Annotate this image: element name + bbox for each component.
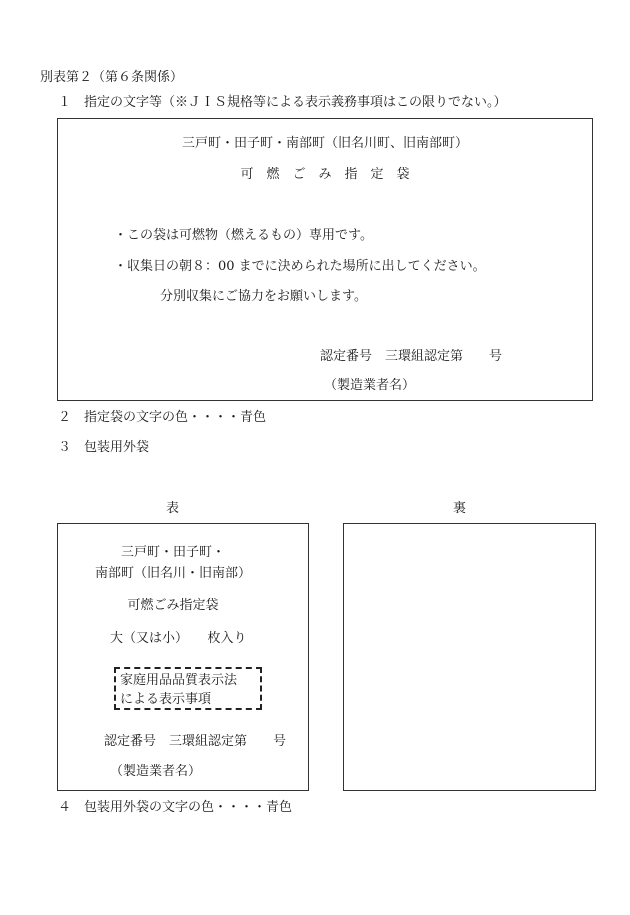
back-label: 裏 [453, 501, 467, 516]
item-4-outer-text-color: ４ 包装用外袋の文字の色・・・・青色 [58, 800, 293, 815]
main-towns-line: 三戸町・田子町・南部町（旧名川町、旧南部町） [181, 136, 468, 151]
main-notice-line-1: ・この袋は可燃物（燃えるもの）専用です。 [114, 228, 373, 243]
main-bag-name: 可 燃 ご み 指 定 袋 [240, 167, 410, 182]
main-notice-line-3: 分別収集にご協力をお願いします。 [160, 289, 367, 304]
front-size-count: 大（又は小） 枚入り [110, 631, 247, 646]
front-cert-number: 認定番号 三環組認定第 号 [104, 734, 287, 749]
front-towns-line-2: 南部町（旧名川・旧南部） [94, 566, 251, 581]
main-cert-number: 認定番号 三環組認定第 号 [320, 349, 503, 364]
item-2-text-color: ２ 指定袋の文字の色・・・・青色 [58, 410, 267, 425]
quality-line-2: による表示事項 [120, 692, 212, 707]
outer-bag-front-box [57, 523, 309, 791]
outer-bag-back-box [343, 523, 596, 791]
quality-line-1: 家庭用品品質表示法 [120, 673, 238, 688]
item-1-heading: １ 指定の文字等（※ＪＩＳ規格等による表示義務事項はこの限りでない。） [58, 95, 507, 110]
main-notice-line-2: ・収集日の朝８：00 までに決められた場所に出してください。 [114, 259, 486, 274]
front-label: 表 [166, 501, 180, 516]
designated-bag-text-box [57, 118, 593, 401]
item-3-outer-bag: ３ 包装用外袋 [58, 440, 150, 455]
document-title: 別表第２（第６条関係） [40, 70, 184, 85]
front-bag-name: 可燃ごみ指定袋 [127, 598, 219, 613]
main-maker-name: （製造業者名） [324, 378, 416, 393]
front-towns-line-1: 三戸町・田子町・ [120, 545, 225, 560]
front-maker-name: （製造業者名） [110, 764, 202, 779]
quality-label-dashed-box [114, 667, 262, 710]
